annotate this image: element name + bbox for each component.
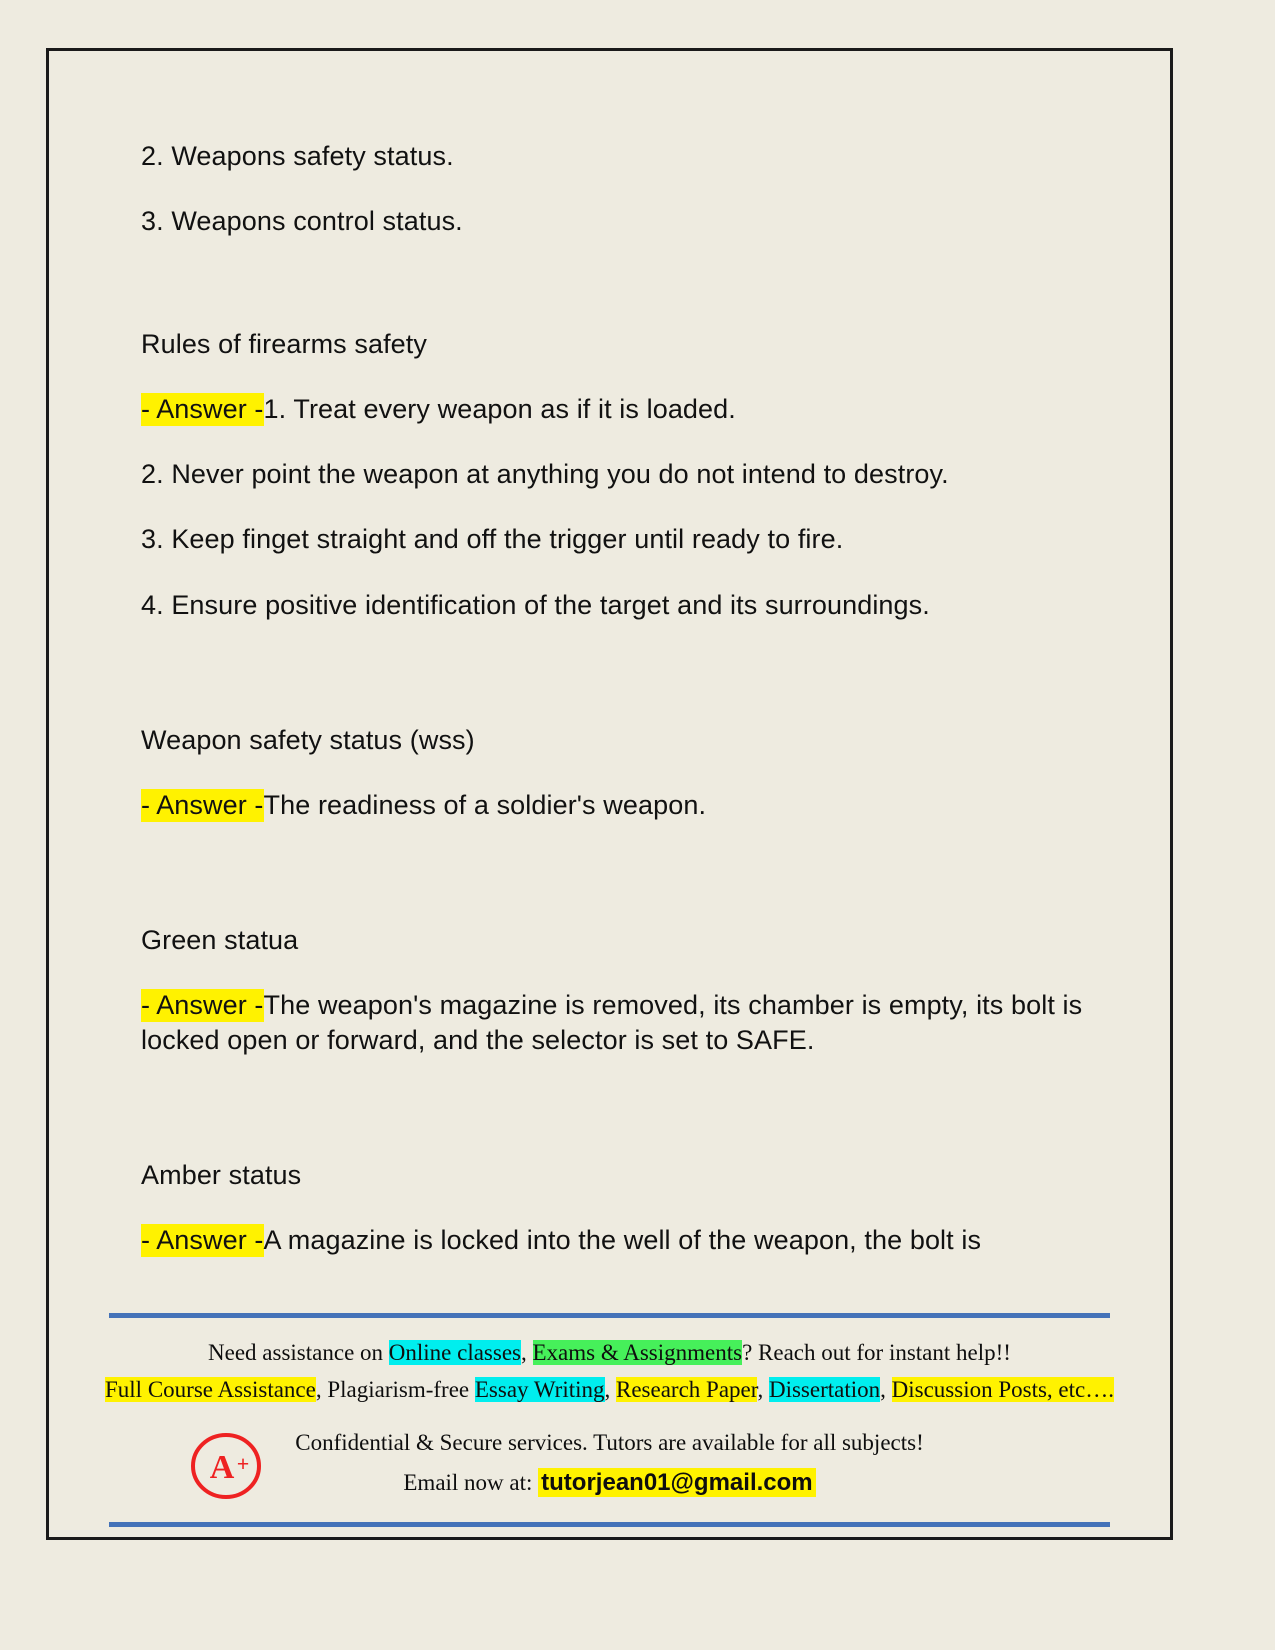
svg-text:A: A xyxy=(209,1448,235,1486)
heading-text: Green statua xyxy=(141,924,299,955)
answer-prefix: - Answer - xyxy=(141,989,264,1020)
paragraph-rules-item-4 xyxy=(141,588,1130,623)
a-plus-grade-icon xyxy=(189,1427,263,1501)
answer-text: 1. Treat every weapon as if it is loaded. xyxy=(263,394,736,425)
highlight-full-course-assistance: Full Course Assistance xyxy=(105,1377,316,1403)
highlight-essay-writing: Essay Writing xyxy=(474,1377,605,1403)
document-page xyxy=(46,48,1173,1540)
footer-email-row xyxy=(295,1464,924,1502)
footer-tagline: Confidential & Secure services. Tutors are available for all subjects! xyxy=(295,1429,924,1455)
footer-text: , xyxy=(757,1377,769,1403)
paragraph-text: 3. Keep finget straight and off the trigger until ready to fire. xyxy=(141,524,844,555)
paragraph-rules-item-3 xyxy=(141,522,1130,557)
answer-prefix: - Answer - xyxy=(141,789,264,820)
footer-line-2 xyxy=(69,1373,1150,1406)
paragraph-text: 4. Ensure positive identification of the target and its surroundings. xyxy=(141,589,930,620)
answer-text: A magazine is locked into the well of the weapon, the bolt is xyxy=(263,1225,982,1256)
footer-text: , xyxy=(521,1340,533,1366)
heading-text: Amber status xyxy=(141,1160,302,1191)
answer-text: The weapon's magazine is removed, its chamber is empty, its bolt is locked open or forward, and the selector is set to SAFE. xyxy=(141,989,1083,1056)
answer-prefix: - Answer - xyxy=(141,1225,264,1256)
answer-weapon-safety-status xyxy=(141,788,1130,823)
footer-contact-text xyxy=(295,1425,924,1502)
answer-amber-status xyxy=(141,1223,1130,1258)
heading-weapon-safety-status xyxy=(141,723,1130,758)
spacer xyxy=(141,853,1130,923)
heading-green-status xyxy=(141,923,1130,958)
footer-divider-bottom xyxy=(109,1522,1110,1527)
footer-text: , xyxy=(880,1377,892,1403)
answer-text: The readiness of a soldier's weapon. xyxy=(263,789,707,820)
spacer xyxy=(141,653,1130,723)
footer-divider-top xyxy=(109,1313,1110,1318)
heading-amber-status xyxy=(141,1158,1130,1193)
answer-green-status xyxy=(141,988,1130,1058)
highlight-exams-assignments: Exams & Assignments xyxy=(532,1340,743,1366)
document-body xyxy=(141,139,1130,1286)
highlight-dissertation: Dissertation xyxy=(768,1377,881,1403)
highlight-discussion-posts: Discussion Posts, etc…. xyxy=(891,1377,1114,1403)
footer-line-1 xyxy=(69,1336,1150,1369)
paragraph-text: 3. Weapons control status. xyxy=(141,206,463,237)
answer-prefix: - Answer - xyxy=(141,394,264,425)
answer-rules-item-1 xyxy=(141,392,1130,427)
heading-text: Rules of firearms safety xyxy=(141,329,427,360)
spacer xyxy=(141,269,1130,327)
highlight-online-classes: Online classes xyxy=(388,1340,521,1366)
footer-text: , xyxy=(604,1377,616,1403)
highlight-research-paper: Research Paper xyxy=(616,1377,758,1403)
footer-text: Need assistance on xyxy=(208,1340,389,1366)
heading-text: Weapon safety status (wss) xyxy=(141,724,475,755)
promo-footer xyxy=(69,1313,1150,1527)
paragraph-text: 2. Weapons safety status. xyxy=(141,141,454,171)
email-label: Email now at: xyxy=(403,1469,533,1495)
footer-contact-row xyxy=(69,1425,1150,1502)
heading-rules-of-firearms-safety xyxy=(141,327,1130,362)
paragraph-weapons-safety-status xyxy=(141,139,1130,174)
paragraph-weapons-control-status xyxy=(141,204,1130,239)
svg-text:+: + xyxy=(236,1450,250,1476)
footer-text: , Plagiarism-free xyxy=(315,1377,475,1403)
spacer xyxy=(141,1088,1130,1158)
email-address[interactable]: tutorjean01@gmail.com xyxy=(538,1468,815,1497)
paragraph-text: 2. Never point the weapon at anything you do not intend to destroy. xyxy=(141,459,949,490)
footer-text: ? Reach out for instant help!! xyxy=(742,1340,1011,1366)
paragraph-rules-item-2 xyxy=(141,457,1130,492)
